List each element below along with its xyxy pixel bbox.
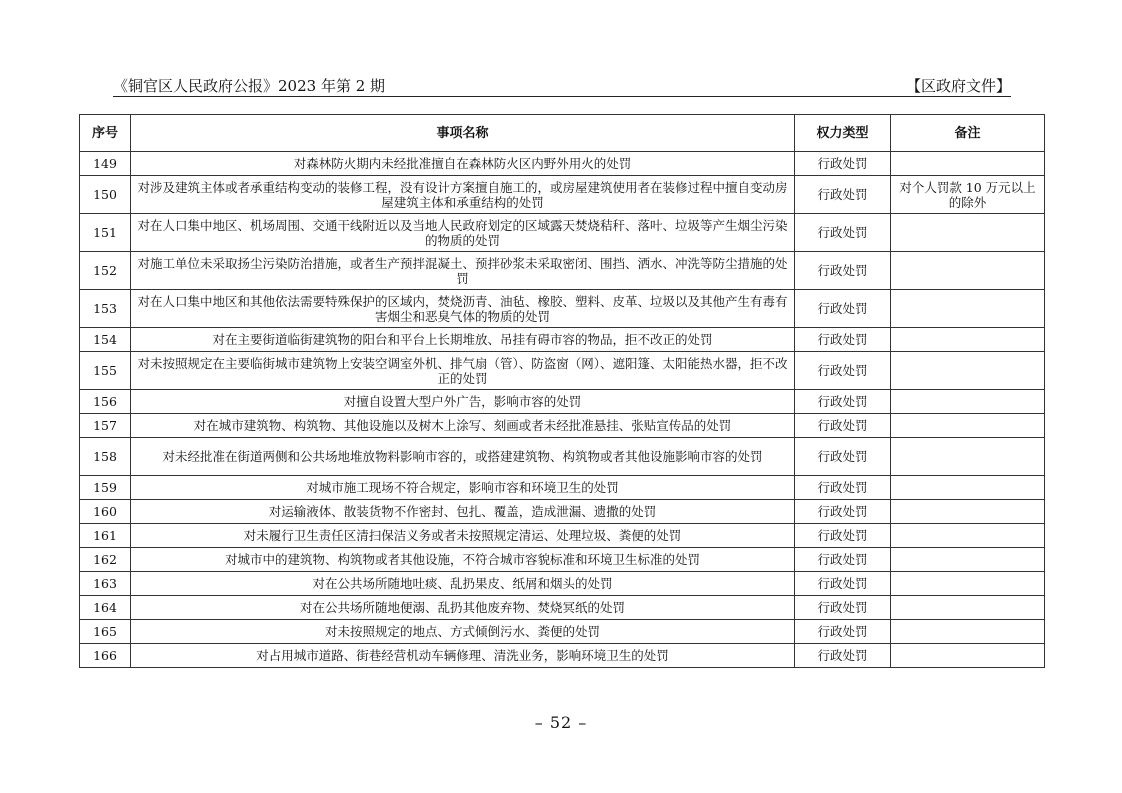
power-type: 行政处罚 <box>795 548 891 572</box>
table-row <box>80 524 1045 548</box>
remark <box>891 290 1045 328</box>
row-number: 159 <box>80 476 131 500</box>
remark <box>891 524 1045 548</box>
remark <box>891 548 1045 572</box>
row-number: 150 <box>80 176 131 214</box>
item-name: 对涉及建筑主体或者承重结构变动的装修工程，没有设计方案擅自施工的，或房屋建筑使用者在装修过程中擅自变动房屋建筑主体和承重结构的处罚 <box>131 176 795 214</box>
item-name: 对城市中的建筑物、构筑物或者其他设施，不符合城市容貌标准和环境卫生标准的处罚 <box>131 548 795 572</box>
power-type: 行政处罚 <box>795 620 891 644</box>
item-name: 对占用城市道路、街巷经营机动车辆修理、清洗业务，影响环境卫生的处罚 <box>131 644 795 668</box>
power-type: 行政处罚 <box>795 476 891 500</box>
table-row <box>80 290 1045 328</box>
items-table <box>79 114 1045 668</box>
remark <box>891 252 1045 290</box>
remark <box>891 596 1045 620</box>
remark <box>891 390 1045 414</box>
item-name: 对在城市建筑物、构筑物、其他设施以及树木上涂写、刻画或者未经批准悬挂、张贴宣传品的处罚 <box>131 414 795 438</box>
row-number: 164 <box>80 596 131 620</box>
table-row <box>80 644 1045 668</box>
remark <box>891 352 1045 390</box>
power-type: 行政处罚 <box>795 596 891 620</box>
table-row <box>80 214 1045 252</box>
power-type: 行政处罚 <box>795 352 891 390</box>
power-type: 行政处罚 <box>795 252 891 290</box>
remark <box>891 500 1045 524</box>
row-number: 153 <box>80 290 131 328</box>
item-name: 对运输液体、散装货物不作密封、包扎、覆盖，造成泄漏、遗撒的处罚 <box>131 500 795 524</box>
power-type: 行政处罚 <box>795 390 891 414</box>
power-type: 行政处罚 <box>795 644 891 668</box>
remark <box>891 572 1045 596</box>
item-name: 对未按照规定在主要临街城市建筑物上安装空调室外机、排气扇（管）、防盗窗（网）、遮阳篷、太阳能热水器，拒不改正的处罚 <box>131 352 795 390</box>
table-row <box>80 252 1045 290</box>
power-type: 行政处罚 <box>795 524 891 548</box>
table-row <box>80 152 1045 176</box>
item-name: 对城市施工现场不符合规定，影响市容和环境卫生的处罚 <box>131 476 795 500</box>
item-name: 对未按照规定的地点、方式倾倒污水、粪便的处罚 <box>131 620 795 644</box>
row-number: 157 <box>80 414 131 438</box>
table-row <box>80 390 1045 414</box>
table-row <box>80 572 1045 596</box>
remark <box>891 476 1045 500</box>
item-name: 对在公共场所随地吐痰、乱扔果皮、纸屑和烟头的处罚 <box>131 572 795 596</box>
item-name: 对在人口集中地区和其他依法需要特殊保护的区域内，焚烧沥青、油毡、橡胶、塑料、皮革、垃圾以及其他产生有毒有害烟尘和恶臭气体的物质的处罚 <box>131 290 795 328</box>
table-row <box>80 620 1045 644</box>
row-number: 152 <box>80 252 131 290</box>
power-type: 行政处罚 <box>795 290 891 328</box>
power-type: 行政处罚 <box>795 152 891 176</box>
table-header-row <box>80 115 1045 152</box>
row-number: 162 <box>80 548 131 572</box>
row-number: 158 <box>80 438 131 476</box>
table-row <box>80 328 1045 352</box>
item-name: 对擅自设置大型户外广告，影响市容的处罚 <box>131 390 795 414</box>
remark <box>891 414 1045 438</box>
remark: 对个人罚款 10 万元以上的除外 <box>891 176 1045 214</box>
page-header <box>113 74 1011 97</box>
item-name: 对在主要街道临街建筑物的阳台和平台上长期堆放、吊挂有碍市容的物品，拒不改正的处罚 <box>131 328 795 352</box>
remark <box>891 644 1045 668</box>
table-row <box>80 438 1045 476</box>
remark <box>891 214 1045 252</box>
row-number: 155 <box>80 352 131 390</box>
row-number: 165 <box>80 620 131 644</box>
column-header-note: 备注 <box>891 115 1045 152</box>
power-type: 行政处罚 <box>795 500 891 524</box>
table-row <box>80 414 1045 438</box>
row-number: 151 <box>80 214 131 252</box>
table-row <box>80 596 1045 620</box>
item-name: 对未履行卫生责任区清扫保洁义务或者未按照规定清运、处理垃圾、粪便的处罚 <box>131 524 795 548</box>
power-type: 行政处罚 <box>795 214 891 252</box>
column-header-no: 序号 <box>80 115 131 152</box>
item-name: 对森林防火期内未经批准擅自在森林防火区内野外用火的处罚 <box>131 152 795 176</box>
power-type: 行政处罚 <box>795 414 891 438</box>
row-number: 154 <box>80 328 131 352</box>
row-number: 156 <box>80 390 131 414</box>
column-header-name: 事项名称 <box>131 115 795 152</box>
column-header-type: 权力类型 <box>795 115 891 152</box>
power-type: 行政处罚 <box>795 328 891 352</box>
remark <box>891 438 1045 476</box>
power-type: 行政处罚 <box>795 572 891 596</box>
row-number: 160 <box>80 500 131 524</box>
table-row <box>80 476 1045 500</box>
power-type: 行政处罚 <box>795 176 891 214</box>
remark <box>891 152 1045 176</box>
remark <box>891 328 1045 352</box>
row-number: 161 <box>80 524 131 548</box>
page-number: – 52 – <box>534 713 588 732</box>
item-name: 对施工单位未采取扬尘污染防治措施，或者生产预拌混凝土、预拌砂浆未采取密闭、围挡、洒水、冲洗等防尘措施的处罚 <box>131 252 795 290</box>
table-row <box>80 176 1045 214</box>
section-label: 【区政府文件】 <box>905 77 1011 95</box>
item-name: 对在人口集中地区、机场周围、交通干线附近以及当地人民政府划定的区域露天焚烧秸秆、落叶、垃圾等产生烟尘污染的物质的处罚 <box>131 214 795 252</box>
row-number: 163 <box>80 572 131 596</box>
remark <box>891 620 1045 644</box>
row-number: 149 <box>80 152 131 176</box>
item-name: 对未经批准在街道两侧和公共场地堆放物料影响市容的，或搭建建筑物、构筑物或者其他设施影响市容的处罚 <box>131 438 795 476</box>
publication-title: 《铜官区人民政府公报》2023 年第 2 期 <box>113 77 386 95</box>
item-name: 对在公共场所随地便溺、乱扔其他废弃物、焚烧冥纸的处罚 <box>131 596 795 620</box>
row-number: 166 <box>80 644 131 668</box>
table-row <box>80 352 1045 390</box>
table-row <box>80 500 1045 524</box>
table-row <box>80 548 1045 572</box>
power-type: 行政处罚 <box>795 438 891 476</box>
